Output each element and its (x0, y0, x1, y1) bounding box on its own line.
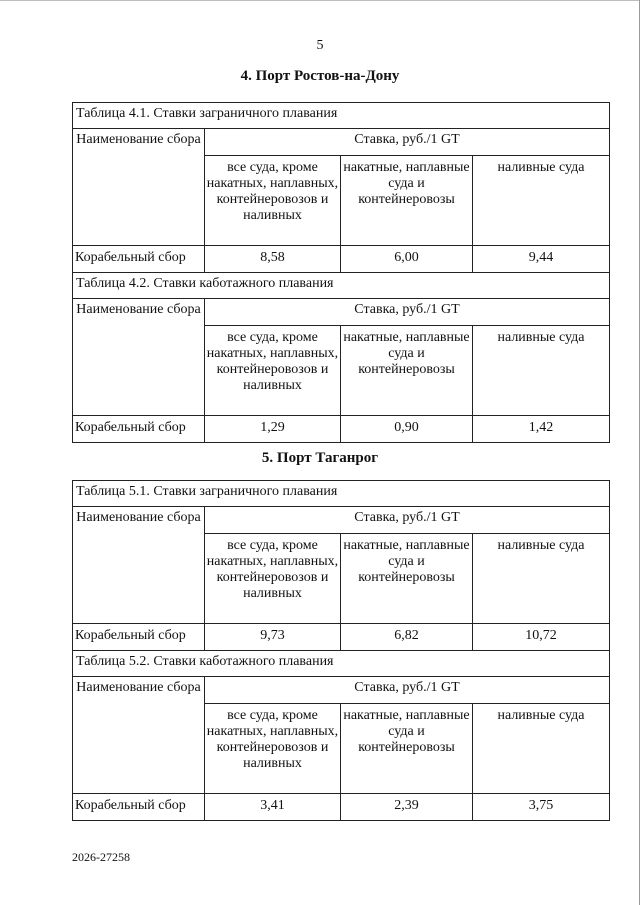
value-cell: 8,58 (205, 246, 341, 273)
row-label: Корабельный сбор (73, 246, 205, 273)
column-header-roro: накатные, наплавные суда и контейнеровозы (341, 326, 473, 416)
section-rostov-tables (72, 102, 609, 443)
rate-header: Ставка, руб./1 GT (205, 129, 610, 156)
row-label: Корабельный сбор (73, 416, 205, 443)
column-header-tanker: наливные суда (473, 156, 610, 246)
section-title-rostov: 4. Порт Ростов-на-Дону (240, 68, 400, 84)
value-cell: 1,42 (473, 416, 610, 443)
value-cell: 9,73 (205, 624, 341, 651)
value-cell: 3,75 (473, 794, 610, 821)
name-column-header: Наименование сбора (73, 677, 205, 794)
table-caption: Таблица 4.1. Ставки заграничного плавания (73, 103, 610, 129)
column-header-roro: накатные, наплавные суда и контейнеровозы (341, 534, 473, 624)
section-title-taganrog: 5. Порт Таганрог (261, 450, 379, 466)
column-header-general: все суда, кроме накатных, наплавных, контейнеровозов и наливных (205, 326, 341, 416)
table-row (73, 624, 610, 651)
value-cell: 0,90 (341, 416, 473, 443)
column-header-general: все суда, кроме накатных, наплавных, контейнеровозов и наливных (205, 534, 341, 624)
document-code: 2026-27258 (72, 850, 130, 864)
column-header-roro: накатные, наплавные суда и контейнеровозы (341, 704, 473, 794)
rate-header: Ставка, руб./1 GT (205, 677, 610, 704)
rate-header: Ставка, руб./1 GT (205, 299, 610, 326)
value-cell: 2,39 (341, 794, 473, 821)
column-header-tanker: наливные суда (473, 534, 610, 624)
table-caption: Таблица 4.2. Ставки каботажного плавания (73, 273, 610, 299)
name-column-header: Наименование сбора (73, 299, 205, 416)
rate-header: Ставка, руб./1 GT (205, 507, 610, 534)
column-header-tanker: наливные суда (473, 326, 610, 416)
table-row (73, 794, 610, 821)
scan-top-edge (0, 0, 640, 1)
column-header-tanker: наливные суда (473, 704, 610, 794)
column-header-roro: накатные, наплавные суда и контейнеровозы (341, 156, 473, 246)
table-caption: Таблица 5.2. Ставки каботажного плавания (73, 651, 610, 677)
rate-table-5-1 (72, 480, 610, 821)
name-column-header: Наименование сбора (73, 507, 205, 624)
value-cell: 3,41 (205, 794, 341, 821)
section-taganrog-tables (72, 480, 609, 821)
column-header-general: все суда, кроме накатных, наплавных, контейнеровозов и наливных (205, 156, 341, 246)
value-cell: 6,82 (341, 624, 473, 651)
row-label: Корабельный сбор (73, 624, 205, 651)
value-cell: 10,72 (473, 624, 610, 651)
table-caption: Таблица 5.1. Ставки заграничного плавания (73, 481, 610, 507)
value-cell: 9,44 (473, 246, 610, 273)
row-label: Корабельный сбор (73, 794, 205, 821)
value-cell: 1,29 (205, 416, 341, 443)
rate-table-4-1 (72, 102, 610, 443)
name-column-header: Наименование сбора (73, 129, 205, 246)
table-row (73, 246, 610, 273)
value-cell: 6,00 (341, 246, 473, 273)
page-number: 5 (316, 38, 324, 53)
column-header-general: все суда, кроме накатных, наплавных, контейнеровозов и наливных (205, 704, 341, 794)
table-row (73, 416, 610, 443)
